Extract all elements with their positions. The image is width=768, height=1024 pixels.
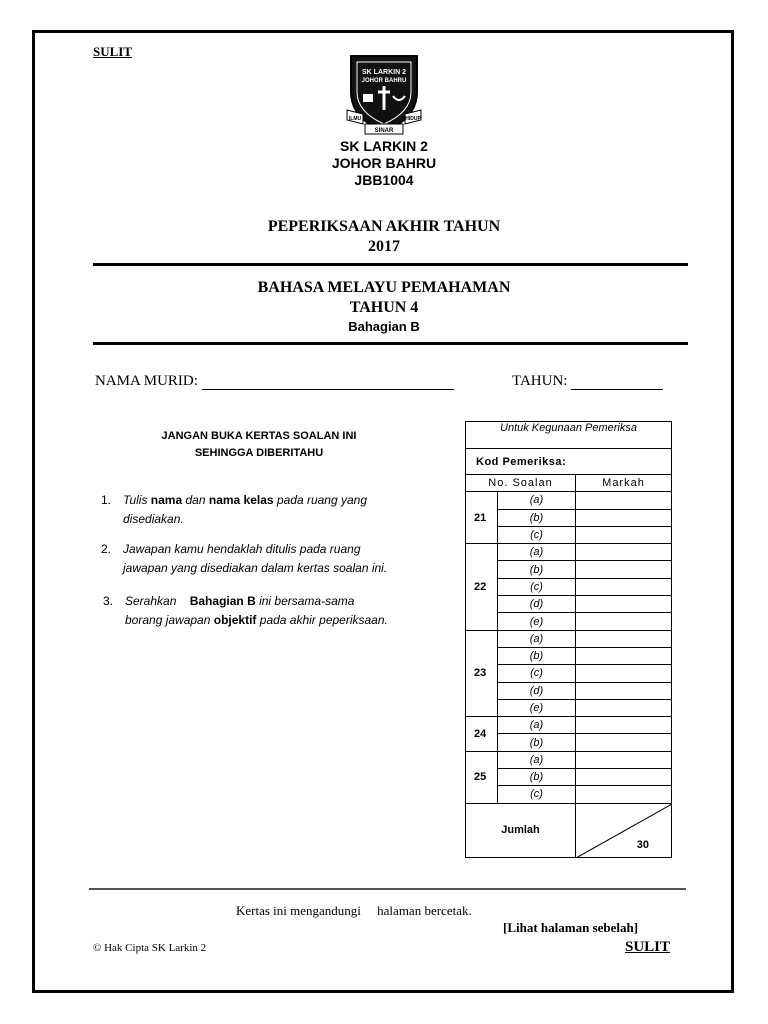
sulit-label-top: SULIT xyxy=(93,44,133,59)
svg-text:JOHOR BAHRU: JOHOR BAHRU xyxy=(361,78,407,84)
question-part: (b) xyxy=(498,509,576,526)
question-part: (b) xyxy=(498,647,576,664)
marks-cell[interactable] xyxy=(576,786,672,803)
grade-title: TAHUN 4 xyxy=(349,299,419,316)
marks-cell[interactable] xyxy=(576,630,672,647)
examiner-marking-table xyxy=(465,421,672,858)
column-header-question: No. Soalan xyxy=(466,475,576,492)
school-crest-logo xyxy=(345,52,423,138)
marks-cell[interactable] xyxy=(576,665,672,682)
marks-cell[interactable] xyxy=(576,578,672,595)
question-part: (b) xyxy=(498,769,576,786)
instruction-number: 1. xyxy=(101,493,112,507)
year-label: TAHUN: xyxy=(512,373,568,389)
question-part: (a) xyxy=(498,544,576,561)
instruction-2: 2. Jawapan kamu hendaklah ditulis pada ruang jawapan yang disediakan dalam kertas soalan ini. xyxy=(101,542,388,575)
question-part: (c) xyxy=(498,665,576,682)
question-number: 25 xyxy=(466,751,498,803)
total-marks: 30 xyxy=(636,838,649,851)
question-part: (a) xyxy=(498,492,576,509)
pages-note: Kertas ini mengandungi halaman bercetak. xyxy=(236,903,472,918)
question-part: (b) xyxy=(498,561,576,578)
marks-cell[interactable] xyxy=(576,509,672,526)
marks-cell[interactable] xyxy=(576,492,672,509)
question-part: (c) xyxy=(498,786,576,803)
year-field[interactable] xyxy=(512,373,663,390)
table-row xyxy=(466,544,672,561)
question-part: (e) xyxy=(498,613,576,630)
subject-title: BAHASA MELAYU PEMAHAMAN xyxy=(257,279,511,296)
header-divider-1 xyxy=(93,263,688,266)
school-city: JOHOR BAHRU xyxy=(331,155,437,171)
examiner-code-field[interactable]: Kod Pemeriksa: xyxy=(466,449,672,475)
exam-year: 2017 xyxy=(368,238,400,255)
warning-line-1: JANGAN BUKA KERTAS SOALAN INI xyxy=(161,430,357,442)
question-number: 22 xyxy=(466,544,498,630)
question-part: (b) xyxy=(498,734,576,751)
question-part: (e) xyxy=(498,699,576,716)
question-part: (a) xyxy=(498,630,576,647)
svg-text:SINAR: SINAR xyxy=(374,128,394,134)
question-part: (c) xyxy=(498,526,576,543)
marks-cell[interactable] xyxy=(576,717,672,734)
question-number: 21 xyxy=(466,492,498,544)
instruction-number: 3. xyxy=(103,594,114,608)
instruction-number: 2. xyxy=(101,542,112,556)
question-number: 24 xyxy=(466,717,498,752)
footer-divider xyxy=(89,888,686,890)
header-divider-2 xyxy=(93,342,688,345)
marks-cell[interactable] xyxy=(576,526,672,543)
table-row xyxy=(466,717,672,734)
table-caption: Untuk Kegunaan Pemeriksa xyxy=(466,422,672,449)
year-line[interactable] xyxy=(571,375,663,390)
question-part: (c) xyxy=(498,578,576,595)
marks-cell[interactable] xyxy=(576,751,672,768)
student-name-label: NAMA MURID: xyxy=(95,373,198,389)
question-number: 23 xyxy=(466,630,498,716)
svg-text:ILMU: ILMU xyxy=(348,116,362,122)
next-page-note: [Lihat halaman sebelah] xyxy=(503,920,639,935)
student-name-line[interactable] xyxy=(202,375,454,390)
question-part: (d) xyxy=(498,682,576,699)
svg-text:SK LARKIN 2: SK LARKIN 2 xyxy=(362,69,406,76)
question-part: (a) xyxy=(498,751,576,768)
warning-line-2: SEHINGGA DIBERITAHU xyxy=(194,447,324,459)
svg-text:HIDUP: HIDUP xyxy=(405,116,421,122)
section-title: Bahagian B xyxy=(348,319,420,334)
total-label: Jumlah xyxy=(466,803,576,857)
marks-cell[interactable] xyxy=(576,699,672,716)
table-row xyxy=(466,751,672,768)
marks-cell[interactable] xyxy=(576,561,672,578)
instruction-3: 3. Serahkan Bahagian B ini bersama-sama borang jawapan objektif pada akhir peperiksaan. xyxy=(103,594,388,627)
question-part: (d) xyxy=(498,596,576,613)
marks-cell[interactable] xyxy=(576,613,672,630)
table-row xyxy=(466,492,672,509)
question-rows xyxy=(466,492,672,803)
total-cell xyxy=(576,803,672,857)
instruction-1: 1. Tulis nama dan nama kelas pada ruang yang disediakan. xyxy=(101,493,368,526)
question-part: (a) xyxy=(498,717,576,734)
column-header-marks: Markah xyxy=(576,475,672,492)
exam-title: PEPERIKSAAN AKHIR TAHUN xyxy=(267,218,501,235)
marks-cell[interactable] xyxy=(576,734,672,751)
sulit-label-bottom: SULIT xyxy=(625,939,671,955)
marks-cell[interactable] xyxy=(576,647,672,664)
school-code: JBB1004 xyxy=(354,172,414,188)
total-diagonal-line xyxy=(576,804,672,858)
marks-cell[interactable] xyxy=(576,769,672,786)
marks-cell[interactable] xyxy=(576,544,672,561)
marks-cell[interactable] xyxy=(576,682,672,699)
student-name-field[interactable] xyxy=(95,373,454,390)
copyright: © Hak Cipta SK Larkin 2 xyxy=(93,942,207,954)
school-name: SK LARKIN 2 xyxy=(340,138,428,154)
marks-cell[interactable] xyxy=(576,596,672,613)
table-row xyxy=(466,630,672,647)
